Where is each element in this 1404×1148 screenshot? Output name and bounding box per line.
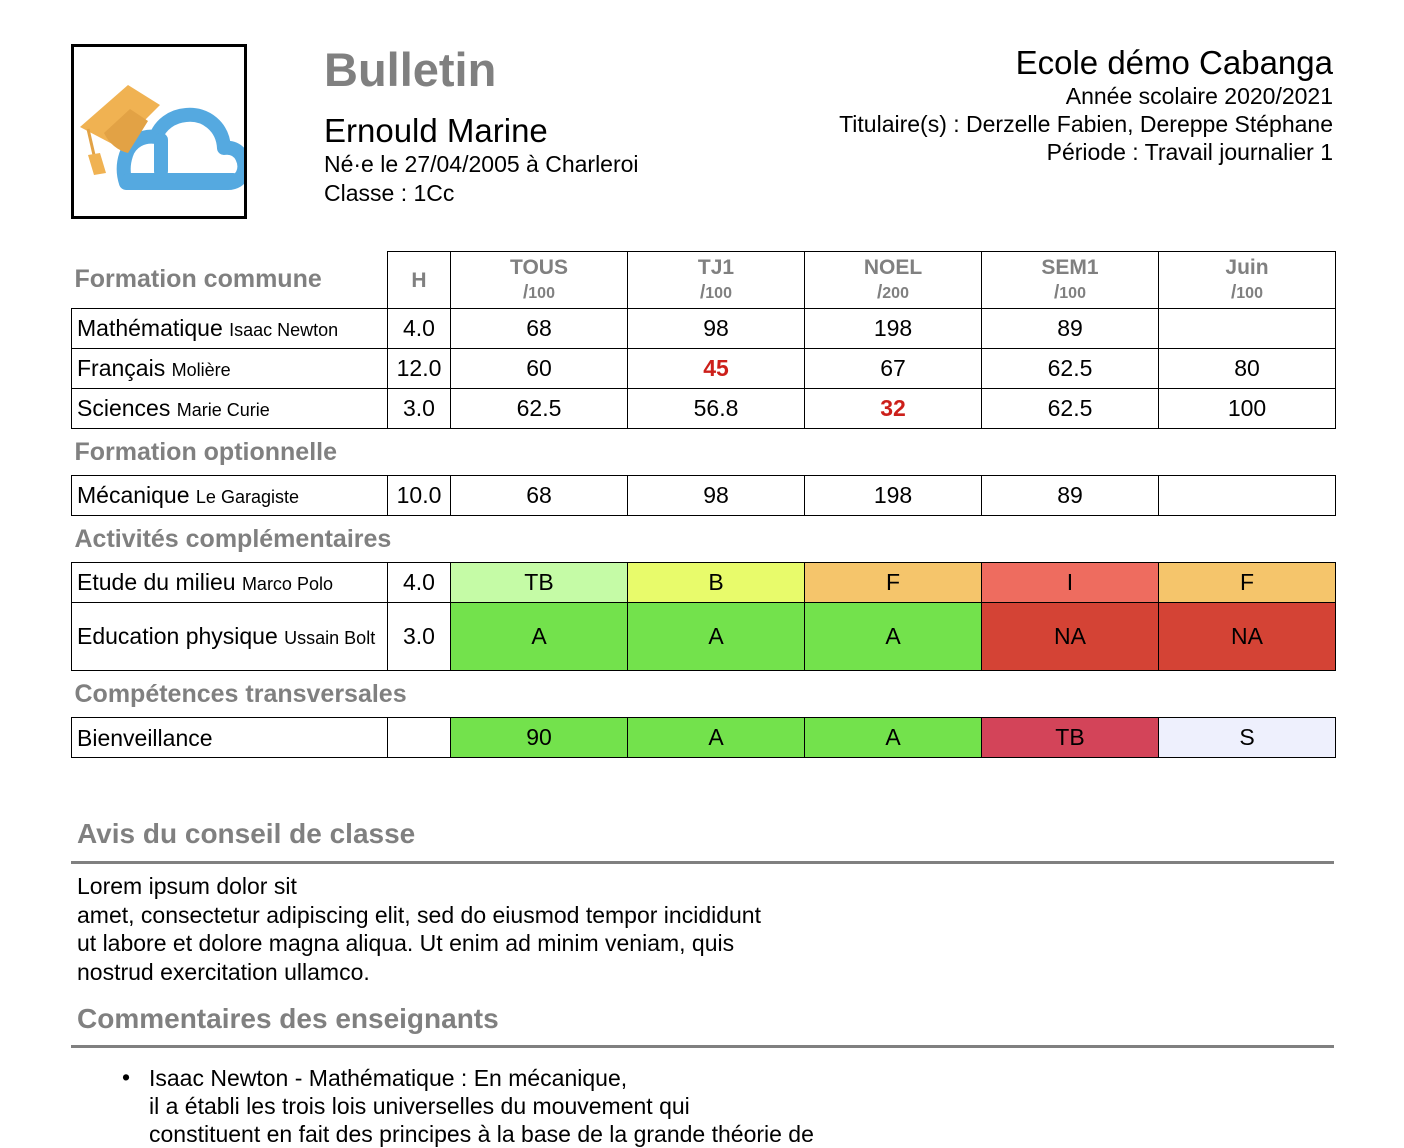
page-title: Bulletin <box>324 43 497 96</box>
student-name: Ernould Marine <box>324 112 548 149</box>
hours-cell: 4.0 <box>388 309 451 349</box>
hours-cell <box>388 718 451 758</box>
subject-cell: Etude du milieu Marco Polo <box>72 563 388 603</box>
hours-cell: 3.0 <box>388 389 451 429</box>
col-header-noel: NOEL /200 <box>805 252 982 309</box>
avis-title: Avis du conseil de classe <box>77 818 416 849</box>
section-title: Formation optionnelle <box>74 437 337 466</box>
grade-cell: 98 <box>628 476 805 516</box>
col-header-tous: TOUS /100 <box>451 252 628 309</box>
table-row <box>72 389 1336 429</box>
grade-cell: I <box>982 563 1159 603</box>
grade-cell: B <box>628 563 805 603</box>
table-row <box>72 349 1336 389</box>
grade-cell: 198 <box>805 309 982 349</box>
grade-cell: A <box>805 603 982 671</box>
hours-cell: 4.0 <box>388 563 451 603</box>
hours-cell: 3.0 <box>388 603 451 671</box>
grade-cell: S <box>1159 718 1336 758</box>
subject-cell: Sciences Marie Curie <box>72 389 388 429</box>
grade-cell: TB <box>451 563 628 603</box>
grade-cell: A <box>805 718 982 758</box>
section-title: Formation commune <box>74 265 322 294</box>
grade-cell: A <box>451 603 628 671</box>
grade-cell: 89 <box>982 476 1159 516</box>
school-info <box>839 44 1333 166</box>
grades-table <box>71 251 1336 758</box>
grade-cell: 56.8 <box>628 389 805 429</box>
col-header-tj1: TJ1 /100 <box>628 252 805 309</box>
section-title: Activités complémentaires <box>74 524 392 553</box>
student-birth: Né·e le 27/04/2005 à Charleroi <box>324 151 639 177</box>
grade-cell: 60 <box>451 349 628 389</box>
school-titulaires: Titulaire(s) : Derzelle Fabien, Dereppe Stéphane <box>839 111 1333 137</box>
grade-cell: F <box>1159 563 1336 603</box>
table-row <box>72 563 1336 603</box>
hours-cell: 12.0 <box>388 349 451 389</box>
grade-cell: NA <box>982 603 1159 671</box>
grade-cell: A <box>628 718 805 758</box>
school-periode: Période : Travail journalier 1 <box>1046 139 1333 165</box>
grade-cell: 67 <box>805 349 982 389</box>
grade-cell: A <box>628 603 805 671</box>
list-item: • Isaac Newton - Mathématique : En mécanique, il a établi les trois lois universelles du mouvement qui constituent en fait des principes à la base de la grande théorie de <box>122 1064 814 1147</box>
bullet-icon: • <box>122 1064 131 1090</box>
grade-cell: 68 <box>451 476 628 516</box>
school-logo <box>71 44 247 219</box>
grade-cell: 62.5 <box>982 389 1159 429</box>
grade-cell: TB <box>982 718 1159 758</box>
grade-cell: 80 <box>1159 349 1336 389</box>
subject-cell: Mathématique Isaac Newton <box>72 309 388 349</box>
comments-title: Commentaires des enseignants <box>77 1003 499 1034</box>
graduation-cloud-icon <box>78 75 244 215</box>
section-title: Compétences transversales <box>74 679 407 708</box>
table-row <box>72 603 1336 671</box>
grade-cell: 62.5 <box>451 389 628 429</box>
grade-cell <box>1159 309 1336 349</box>
student-class: Classe : 1Cc <box>324 180 455 206</box>
grade-cell-failing: 32 <box>805 389 982 429</box>
grade-cell: F <box>805 563 982 603</box>
col-header-h: H <box>388 252 451 309</box>
subject-cell: Français Molière <box>72 349 388 389</box>
table-row <box>72 718 1336 758</box>
grade-cell: 98 <box>628 309 805 349</box>
grade-cell: 198 <box>805 476 982 516</box>
grade-cell: 100 <box>1159 389 1336 429</box>
avis-text: Lorem ipsum dolor sit amet, consectetur adipiscing elit, sed do eiusmod tempor incididunt ut labore et dolore magna aliqua. Ut enim ad minim veniam, quis nostrud exercitation ullamco. <box>77 873 761 985</box>
subject-cell: Education physique Ussain Bolt <box>72 603 388 671</box>
school-year: Année scolaire 2020/2021 <box>1065 83 1333 109</box>
table-row <box>72 476 1336 516</box>
school-name: Ecole démo Cabanga <box>1015 44 1333 81</box>
grade-cell: 90 <box>451 718 628 758</box>
comments-list <box>118 1064 814 1148</box>
subject-cell: Mécanique Le Garagiste <box>72 476 388 516</box>
grade-cell: 62.5 <box>982 349 1159 389</box>
grade-cell <box>1159 476 1336 516</box>
grade-cell: NA <box>1159 603 1336 671</box>
hours-cell: 10.0 <box>388 476 451 516</box>
avis-divider <box>71 861 1334 864</box>
grade-cell-failing: 45 <box>628 349 805 389</box>
col-header-juin: Juin /100 <box>1159 252 1336 309</box>
grade-cell: 89 <box>982 309 1159 349</box>
comments-divider <box>71 1045 1334 1048</box>
col-header-sem1: SEM1 /100 <box>982 252 1159 309</box>
table-row <box>72 309 1336 349</box>
subject-cell: Bienveillance <box>72 718 388 758</box>
grade-cell: 68 <box>451 309 628 349</box>
